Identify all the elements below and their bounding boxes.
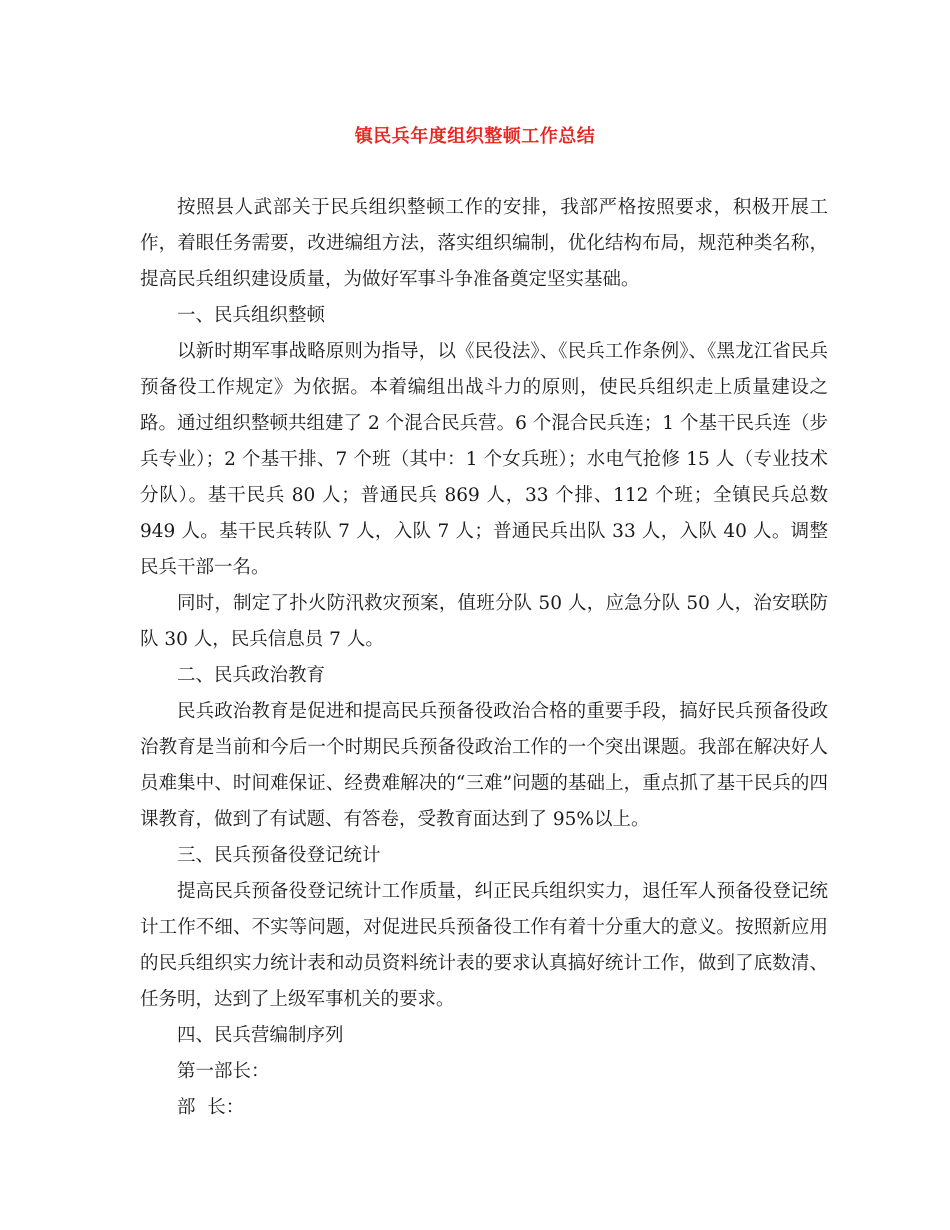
section-2-paragraph: 民兵政治教育是促进和提高民兵预备役政治合格的重要手段，搞好民兵预备役政治教育是当前和今后一个时期民兵预备役政治工作的一个突出课题。我部在解决好人员难集中、时间难保证、经费难解决的“三难”问题的基础上，重点抓了基干民兵的四课教育，做到了有试题、有答卷，受教育面达到了 95%以上。 xyxy=(140,701,828,830)
section-heading-4: 四、民兵营编制序列 xyxy=(177,1025,344,1046)
section-heading-3: 三、民兵预备役登记统计 xyxy=(177,845,381,866)
section-1-paragraph-2: 同时，制定了扑火防汛救灾预案，值班分队 50 人，应急分队 50 人，治安联防队 30 人，民兵信息员 7 人。 xyxy=(140,593,828,650)
document-title: 镇民兵年度组织整顿工作总结 xyxy=(354,126,596,147)
first-minister-line: 第一部长： xyxy=(177,1061,270,1082)
section-3-paragraph: 提高民兵预备役登记统计工作质量，纠正民兵组织实力，退任军人预备役登记统计工作不细、不实等问题，对促进民兵预备役工作有着十分重大的意义。按照新应用的民兵组织实力统计表和动员资料统计表的要求认真搞好统计工作，做到了底数清、任务明，达到了上级军事机关的要求。 xyxy=(140,881,828,1010)
minister-line: 部 长： xyxy=(177,1097,245,1118)
intro-paragraph: 按照县人武部关于民兵组织整顿工作的安排，我部严格按照要求，积极开展工作，着眼任务需要，改进编组方法，落实组织编制，优化结构布局，规范种类名称，提高民兵组织建设质量，为做好军事斗争准备奠定坚实基础。 xyxy=(140,197,828,290)
document-body xyxy=(140,190,828,1126)
section-heading-2: 二、民兵政治教育 xyxy=(177,665,326,686)
section-1-paragraph: 以新时期军事战略原则为指导，以《民役法》、《民兵工作条例》、《黑龙江省民兵预备役工作规定》为依据。本着编组出战斗力的原则，使民兵组织走上质量建设之路。通过组织整顿共组建了 2 个混合民兵营。6 个混合民兵连；1 个基干民兵连（步兵专业）；2 个基干排、7 个班（其中：1 个女兵班）；水电气抢修 15 人（专业技术分队）。基干民兵 80 人；普通民兵 869 人，33 个排、112 个班；全镇民兵总数 949 人。基干民兵转队 7 人，入队 7 人；普通民兵出队 33 人，入队 40 人。调整民兵干部一名。 xyxy=(140,341,828,578)
section-heading-1: 一、民兵组织整顿 xyxy=(177,305,326,326)
